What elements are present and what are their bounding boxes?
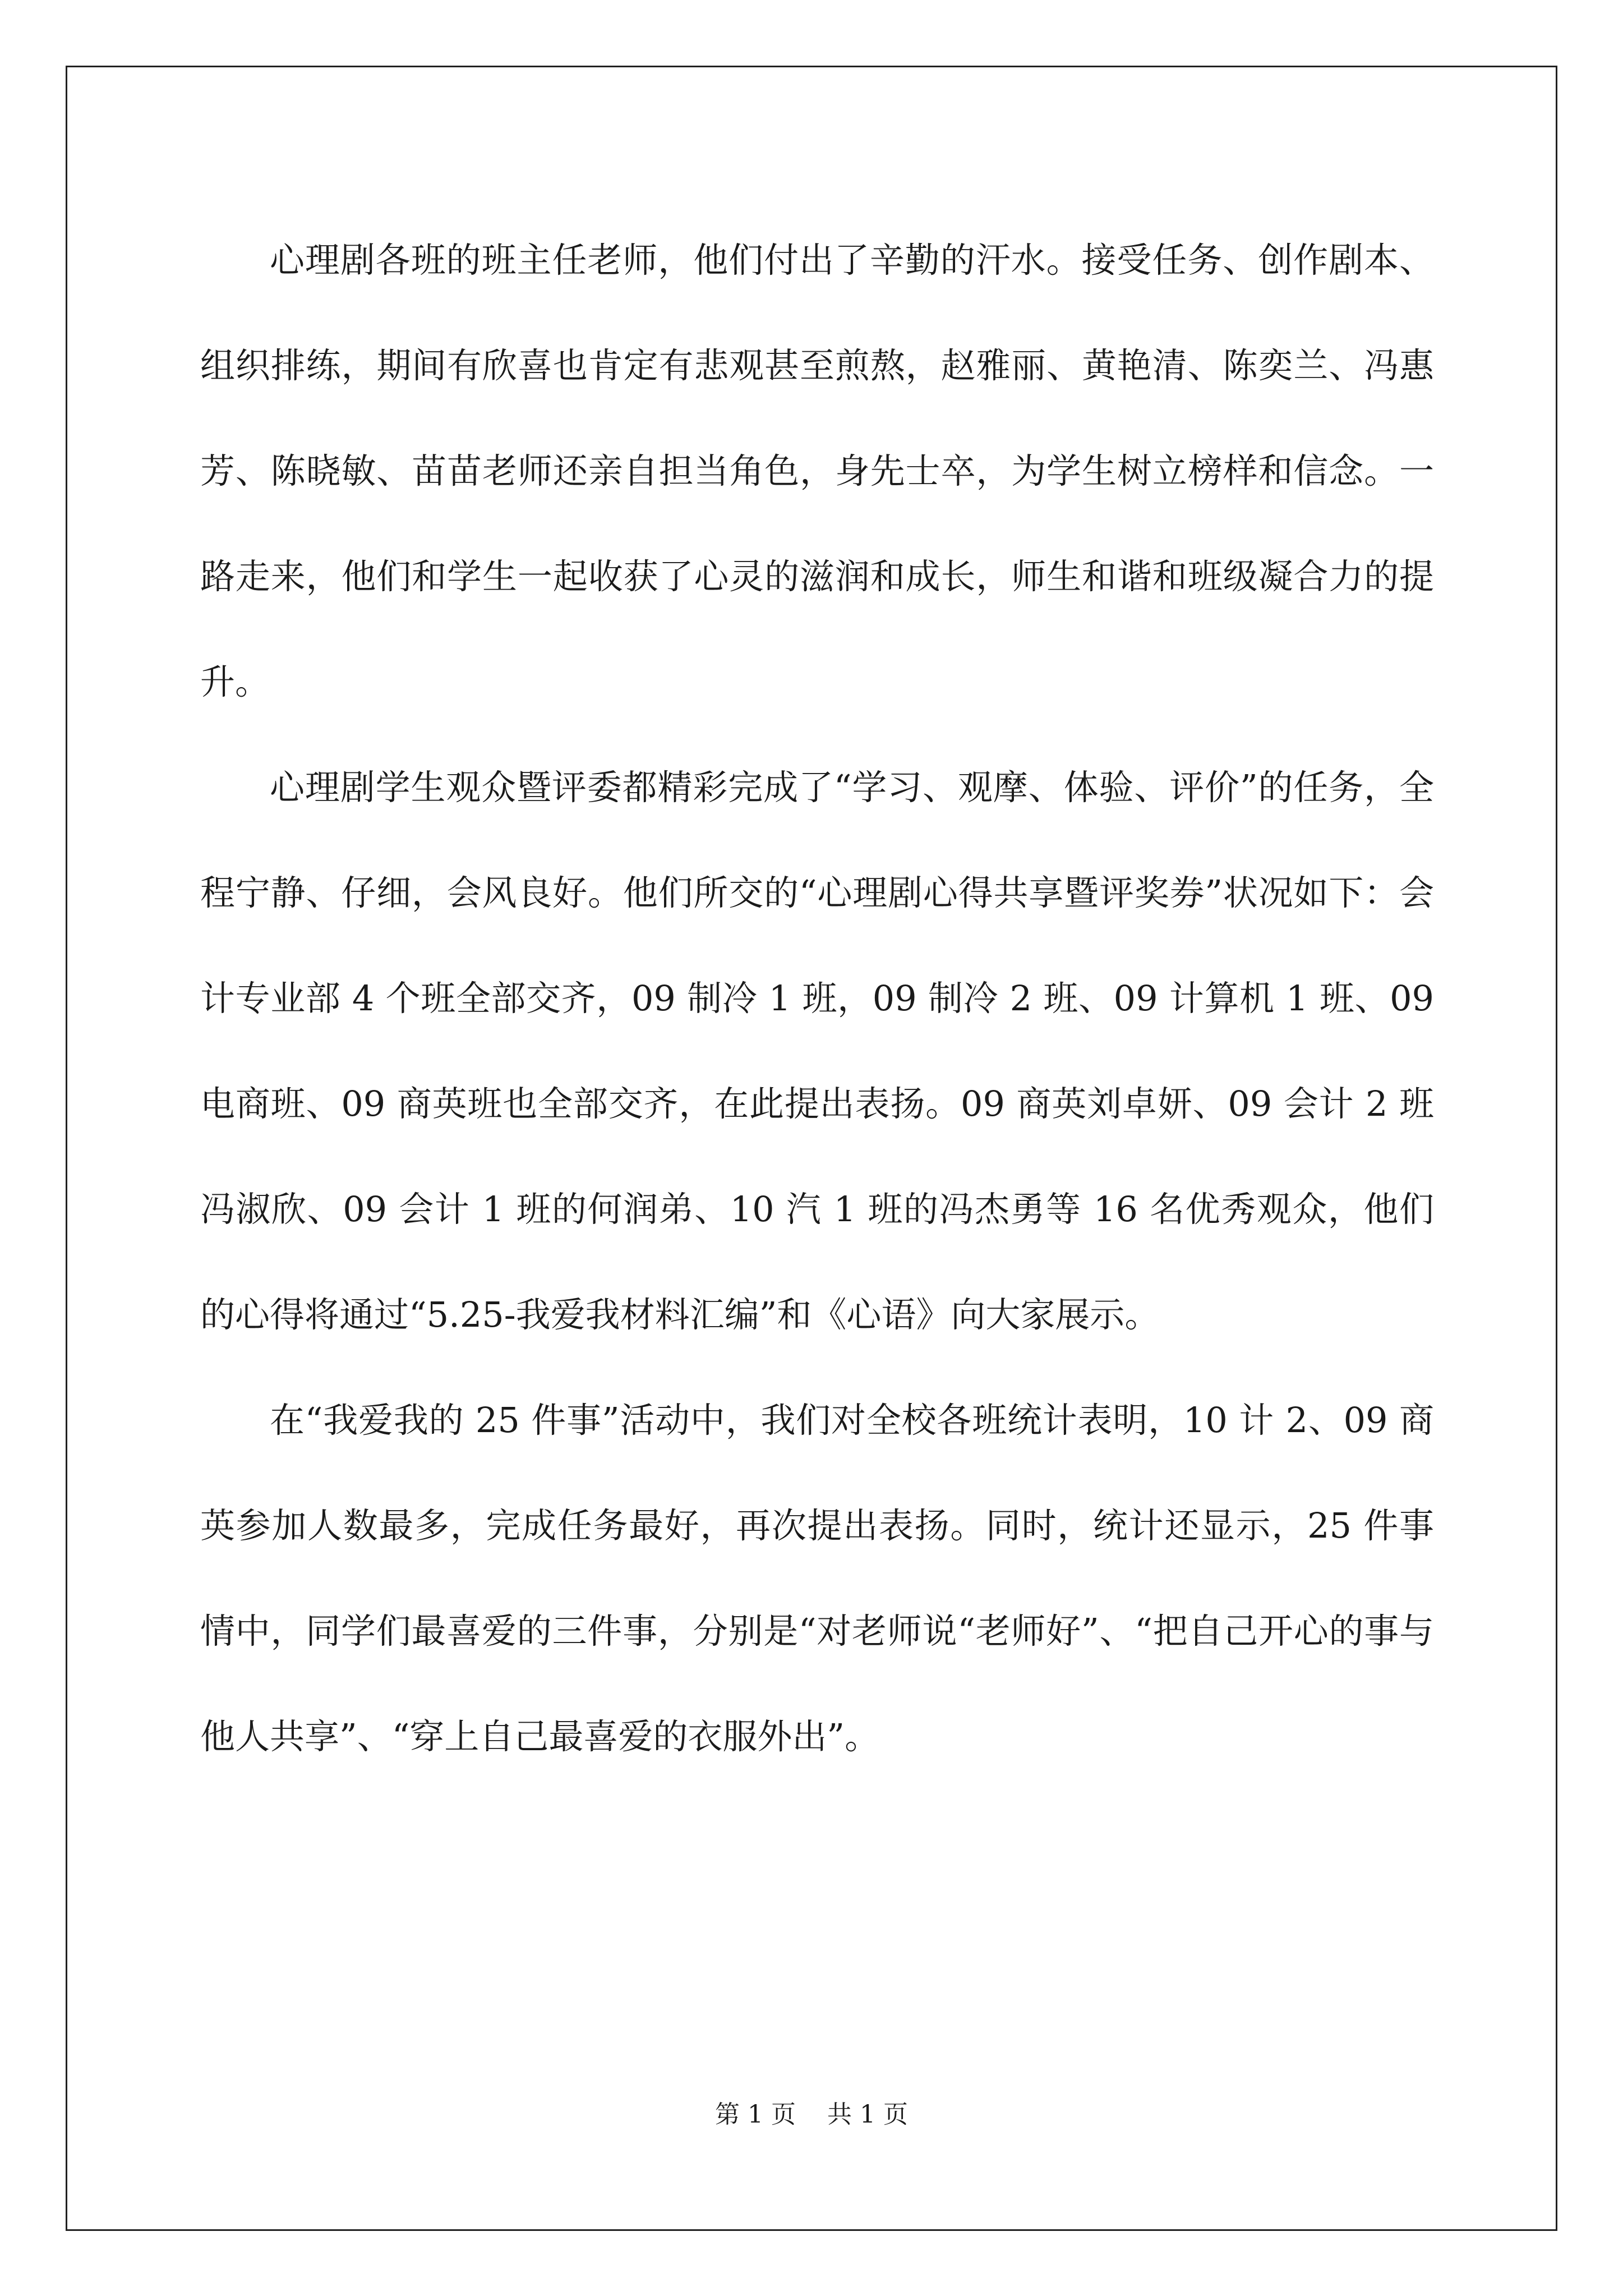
page-number: 第 1 页 [715,2100,796,2129]
page-footer [0,2098,1623,2132]
paragraph-2: 心理剧学生观众暨评委都精彩完成了“学习、观摩、体验、评价”的任务，全程宁静、仔细，会风良好。他们所交的“心理剧心得共享暨评奖券”状况如下：会计专业部 4 个班全部交齐，09 制冷 1 班，09 制冷 2 班、09 计算机 1 班、09 电商班、09 商英班也全部交齐，在此提出表扬。09 商英刘卓妍、09 会计 2 班冯淑欣、09 会计 1 班的何润弟、10 汽 1 班的冯杰勇等 16 名优秀观众，他们的心得将通过“5.25-我爱我材料汇编”和《心语》向大家展示。 [200,767,1434,1335]
page-total: 共 1 页 [827,2100,908,2129]
paragraph-1: 心理剧各班的班主任老师，他们付出了辛勤的汗水。接受任务、创作剧本、组织排练，期间有欣喜也肯定有悲观甚至煎熬，赵雅丽、黄艳清、陈奕兰、冯惠芳、陈晓敏、苗苗老师还亲自担当角色，身先士卒，为学生树立榜样和信念。一路走来，他们和学生一起收获了心灵的滋润和成长，师生和谐和班级凝合力的提升。 [200,240,1434,702]
paragraph-3: 在“我爱我的 25 件事”活动中，我们对全校各班统计表明，10 计 2、09 商英参加人数最多，完成任务最好，再次提出表扬。同时，统计还显示，25 件事情中，同学们最喜爱的三件事，分别是“对老师说“老师好”、“把自己开心的事与他人共享”、“穿上自己最喜爱的衣服外出”。 [200,1400,1434,1757]
document-body [200,208,1434,1789]
